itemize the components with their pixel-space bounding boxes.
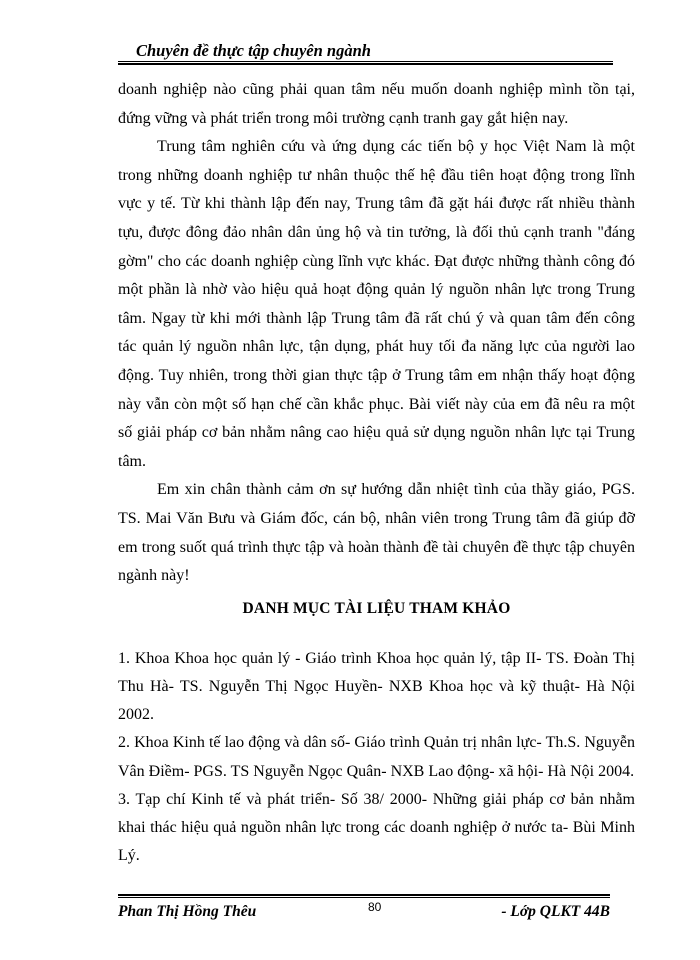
references-list xyxy=(118,645,635,871)
reference-item: 3. Tạp chí Kinh tế và phát triển- Số 38/ 2000- Những giải pháp cơ bản nhằm khai thác hiệu quả nguồn nhân lực trong các doanh nghiệp ở nước ta- Bùi Minh Lý. xyxy=(118,790,635,865)
footer-rule xyxy=(118,897,610,898)
page-number: 80 xyxy=(368,900,382,914)
paragraph-continuation: doanh nghiệp nào cũng phải quan tâm nếu muốn doanh nghiệp mình tồn tại, đứng vững và phát triển trong môi trường cạnh tranh gay gắt hiện nay. xyxy=(118,81,635,127)
body-content xyxy=(118,76,635,870)
header-title: Chuyên đề thực tập chuyên ngành xyxy=(136,41,371,60)
paragraph-center-overview: Trung tâm nghiên cứu và ứng dụng các tiến bộ y học Việt Nam là một trong những doanh nghiệp tư nhân thuộc thế hệ đầu tiên hoạt động trong lĩnh vực y tế. Từ khi thành lập đến nay, Trung tâm đã gặt hái được rất nhiều thành tựu, được đông đảo nhân dân ủng hộ và tin tưởng, là đối thủ cạnh tranh "đáng gờm" cho các doanh nghiệp cùng lĩnh vực khác. Đạt được những thành công đó một phần là nhờ vào hiệu quả hoạt động quản lý nguồn nhân lực trong Trung tâm. Ngay từ khi mới thành lập Trung tâm đã rất chú ý và quan tâm đến công tác quản lý nguồn nhân lực, tận dụng, phát huy tối đa năng lực của người lao động. Tuy nhiên, trong thời gian thực tập ở Trung tâm em nhận thấy hoạt động này vẫn còn một số hạn chế cần khắc phục. Bài viết này của em đã nêu ra một số giải pháp cơ bản nhằm nâng cao hiệu quả sử dụng nguồn nhân lực tại Trung tâm. xyxy=(118,138,635,470)
footer-author: Phan Thị Hồng Thêu xyxy=(118,903,257,920)
footer-rule-thick xyxy=(118,894,610,896)
page-footer xyxy=(118,894,638,924)
footer-class-label: - Lớp QLKT 44B xyxy=(501,903,610,920)
paragraph-acknowledgement: Em xin chân thành cảm ơn sự hướng dẫn nhiệt tình của thầy giáo, PGS. TS. Mai Văn Bưu và Giám đốc, cán bộ, nhân viên trong Trung tâm đã giúp đỡ em trong suốt quá trình thực tập và hoàn thành đề tài chuyên đề thực tập chuyên ngành này! xyxy=(118,481,635,585)
header-rule-thick xyxy=(118,63,613,65)
reference-item: 1. Khoa Khoa học quản lý - Giáo trình Khoa học quản lý, tập II- TS. Đoàn Thị Thu Hà- TS. Nguyễn Thị Ngọc Huyền- NXB Khoa học và kỹ thuật- Hà Nội 2002. xyxy=(118,649,635,724)
reference-item: 2. Khoa Kinh tế lao động và dân số- Giáo trình Quản trị nhân lực- Th.S. Nguyễn Vân Điềm- PGS. TS Nguyễn Ngọc Quân- NXB Lao động- xã hội- Hà Nội 2004. xyxy=(118,734,635,780)
header-rule xyxy=(118,61,613,62)
page-header xyxy=(118,40,613,64)
references-heading: DANH MỤC TÀI LIỆU THAM KHẢO xyxy=(242,599,511,617)
